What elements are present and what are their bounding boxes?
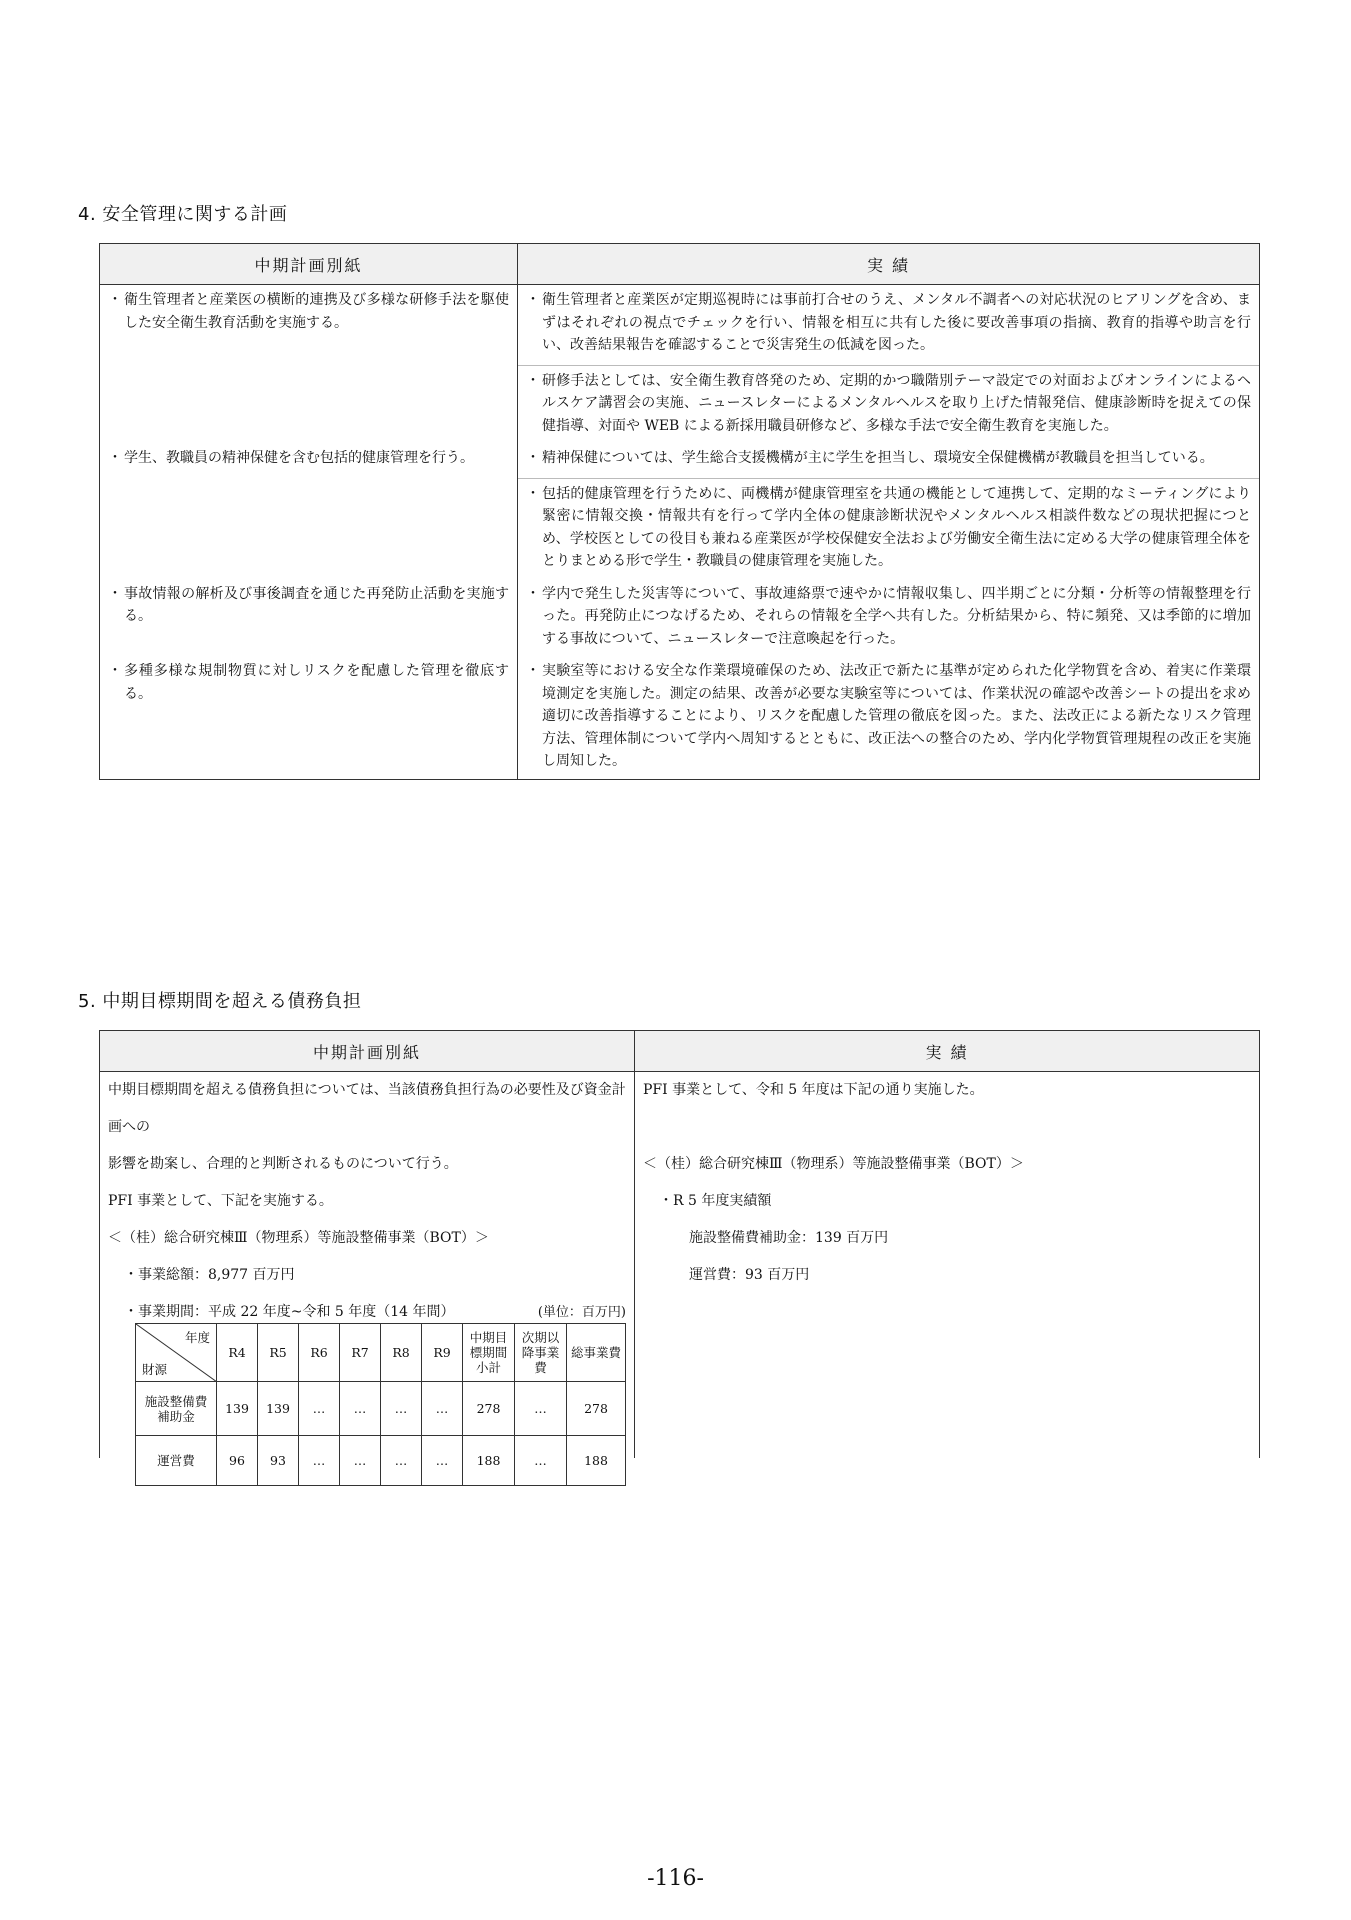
corner-top: 年度 <box>184 1330 210 1345</box>
result-text: 実験室等における安全な作業環境確保のため、法改正で新たに基準が定められた化学物質を含め、着実に作業環境測定を実施した。測定の結果、改善が必要な実験室等については、作業状況の確認や改善シートの提出を求め適切に改善指導することにより、リスクを配慮した管理の徹底を図った。また、法改正による新たなリスク管理方法、管理体制について学内へ周知するとともに、改正法への整合のため、学内化学物質管理規程の改正を実施し周知した。 <box>542 663 1251 769</box>
plan-line: 影響を勘案し、合理的と判断されるものについて行う。 <box>108 1156 458 1172</box>
unit-label: (単位：百万円) <box>537 1305 626 1320</box>
year-header: R8 <box>381 1324 422 1382</box>
cell: 139 <box>258 1382 299 1436</box>
cell: … <box>515 1382 567 1436</box>
cell: … <box>422 1436 463 1486</box>
row-label: 運営費 <box>136 1436 217 1486</box>
subtotal-header: 中期目標期間小計 <box>463 1324 515 1382</box>
year-header: R4 <box>217 1324 258 1382</box>
plan-line: ・事業期間：平成 22 年度~令和 5 年度（14 年間） <box>124 1304 455 1320</box>
plan-line: ＜（桂）総合研究棟Ⅲ（物理系）等施設整備事業（BOT）＞ <box>108 1230 489 1246</box>
section4-title: 4. 安全管理に関する計画 <box>78 204 288 225</box>
section5-title: 5. 中期目標期間を超える債務負担 <box>78 991 362 1012</box>
safety-plan-table <box>99 243 1260 780</box>
plan-text: 多種多様な規制物質に対しリスクを配慮した管理を徹底する。 <box>124 663 509 702</box>
cell: … <box>381 1382 422 1436</box>
cell: … <box>340 1382 381 1436</box>
table-row: ・ 多種多様な規制物質に対しリスクを配慮した管理を徹底する。 ・ 実験室等における安全な作業環境確保のため、法改正で新たに基準が定められた化学物質を含め、着実に作業環境測定を実施した。測定の結果、改善が必要な実験室等については、作業状況の確認や改善シートの提出を求め適切に改善指導することにより、リスクを配慮した管理の徹底を図った。また、法改正による新たなリスク管理方法、管理体制について学内へ周知するとともに、改正法への整合のため、学内化学物質管理規程の改正を実施し周知した。 <box>100 656 1260 779</box>
result-line: 施設整備費補助金：139 百万円 <box>689 1230 889 1246</box>
corner-cell <box>136 1324 217 1382</box>
result-line: PFI 事業として、令和 5 年度は下記の通り実施した。 <box>643 1082 984 1098</box>
result-line: 運営費：93 百万円 <box>689 1267 810 1283</box>
next-period-header: 次期以降事業費 <box>515 1324 567 1382</box>
cell: 278 <box>463 1382 515 1436</box>
result-line: ＜（桂）総合研究棟Ⅲ（物理系）等施設整備事業（BOT）＞ <box>643 1156 1024 1172</box>
total-header: 総事業費 <box>567 1324 626 1382</box>
col-plan-header: 中期計画別紙 <box>100 244 518 285</box>
table-row: ・ 学生、教職員の精神保健を含む包括的健康管理を行う。 ・ 精神保健については、学生総合支援機構が主に学生を担当し、環境安全保健機構が教職員を担当している。 ・ 包括的健康管理を行うために、両機構が健康管理室を共通の機能として連携して、定期的なミーティングにより緊密に情報交換・情報共有を行って学内全体の健康診断状況やメンタルヘルス相談件数などの現状把握につとめ、学校医としての役目も兼ねる産業医が学校保健安全法および労働安全衛生法に定める大学の健康管理全体をとりまとめる形で学生・教職員の健康管理を実施した。 <box>100 443 1260 579</box>
plan-line: 中期目標期間を超える債務負担については、当該債務負担行為の必要性及び資金計画への <box>108 1082 626 1135</box>
table-row <box>136 1382 626 1436</box>
table-row: ・ 衛生管理者と産業医の横断的連携及び多様な研修手法を駆使した安全衛生教育活動を実施する。 ・ 衛生管理者と産業医が定期巡視時には事前打合せのうえ、メンタル不調者への対応状況のヒアリングを含め、まずはそれぞれの視点でチェックを行い、情報を相互に共有した後に要改善事項の指摘、教育的指導や助言を行い、改善結果報告を確認することで災害発生の低減を図った。 ・ 研修手法としては、安全衛生教育啓発のため、定期的かつ職階別テーマ設定での対面およびオンラインによるヘルスケア講習会の実施、ニュースレターによるメンタルヘルスを取り上げた情報発信、健康診断時を捉えての保健指導、対面や WEB による新採用職員研修など、多様な手法で安全衛生教育を実施した。 <box>100 285 1260 444</box>
cell: 278 <box>567 1382 626 1436</box>
cell: 188 <box>567 1436 626 1486</box>
cell: … <box>422 1382 463 1436</box>
result-text: 学内で発生した災害等について、事故連絡票で速やかに情報収集し、四半期ごとに分類・分析等の情報整理を行った。再発防止につなげるため、それらの情報を全学へ共有した。分析結果から、特に頻発、又は季節的に増加する事故について、ニュースレターで注意喚起を行った。 <box>542 585 1251 647</box>
plan-line: PFI 事業として、下記を実施する。 <box>108 1193 333 1209</box>
table-row: ・ 事故情報の解析及び事後調査を通じた再発防止活動を実施する。 ・ 学内で発生した災害等について、事故連絡票で速やかに情報収集し、四半期ごとに分類・分析等の情報整理を行った。再発防止につなげるため、それらの情報を全学へ共有した。分析結果から、特に頻発、又は季節的に増加する事故について、ニュースレターで注意喚起を行った。 <box>100 579 1260 657</box>
col-result-header: 実 績 <box>635 1031 1260 1072</box>
result-text: 包括的健康管理を行うために、両機構が健康管理室を共通の機能として連携して、定期的なミーティングにより緊密に情報交換・情報共有を行って学内全体の健康診断状況やメンタルヘルス相談件数などの現状把握につとめ、学校医としての役目も兼ねる産業医が学校保健安全法および労働安全衛生法に定める大学の健康管理全体をとりまとめる形で学生・教職員の健康管理を実施した。 <box>542 485 1251 569</box>
plan-text: 事故情報の解析及び事後調査を通じた再発防止活動を実施する。 <box>124 585 509 624</box>
cell: 139 <box>217 1382 258 1436</box>
col-plan-header: 中期計画別紙 <box>100 1031 635 1072</box>
year-header: R9 <box>422 1324 463 1382</box>
col-result-header: 実 績 <box>518 244 1260 285</box>
cell: 96 <box>217 1436 258 1486</box>
cell: … <box>515 1436 567 1486</box>
page-number: -116- <box>647 1866 704 1891</box>
plan-text: 学生、教職員の精神保健を含む包括的健康管理を行う。 <box>124 450 474 466</box>
cell: … <box>381 1436 422 1486</box>
year-header: R6 <box>299 1324 340 1382</box>
corner-bottom: 財源 <box>142 1362 168 1377</box>
table-row <box>136 1436 626 1486</box>
result-text: 精神保健については、学生総合支援機構が主に学生を担当し、環境安全保健機構が教職員を担当している。 <box>542 450 1214 466</box>
year-header: R5 <box>258 1324 299 1382</box>
cell: 93 <box>258 1436 299 1486</box>
cell: … <box>299 1382 340 1436</box>
cell: … <box>340 1436 381 1486</box>
finance-table <box>135 1323 626 1486</box>
result-text: 研修手法としては、安全衛生教育啓発のため、定期的かつ職階別テーマ設定での対面およびオンラインによるヘルスケア講習会の実施、ニュースレターによるメンタルヘルスを取り上げた情報発信、健康診断時を捉えての保健指導、対面や WEB による新採用職員研修など、多様な手法で安全衛生教育を実施した。 <box>542 372 1251 434</box>
row-label: 施設整備費補助金 <box>136 1382 217 1436</box>
year-header: R7 <box>340 1324 381 1382</box>
cell: 188 <box>463 1436 515 1486</box>
result-text: 衛生管理者と産業医が定期巡視時には事前打合せのうえ、メンタル不調者への対応状況のヒアリングを含め、まずはそれぞれの視点でチェックを行い、情報を相互に共有した後に要改善事項の指摘、教育的指導や助言を行い、改善結果報告を確認することで災害発生の低減を図った。 <box>542 292 1251 353</box>
plan-line: ・事業総額：8,977 百万円 <box>124 1267 295 1283</box>
plan-text: 衛生管理者と産業医の横断的連携及び多様な研修手法を駆使した安全衛生教育活動を実施する。 <box>124 292 509 331</box>
result-line: ・R 5 年度実績額 <box>659 1193 772 1209</box>
cell: … <box>299 1436 340 1486</box>
